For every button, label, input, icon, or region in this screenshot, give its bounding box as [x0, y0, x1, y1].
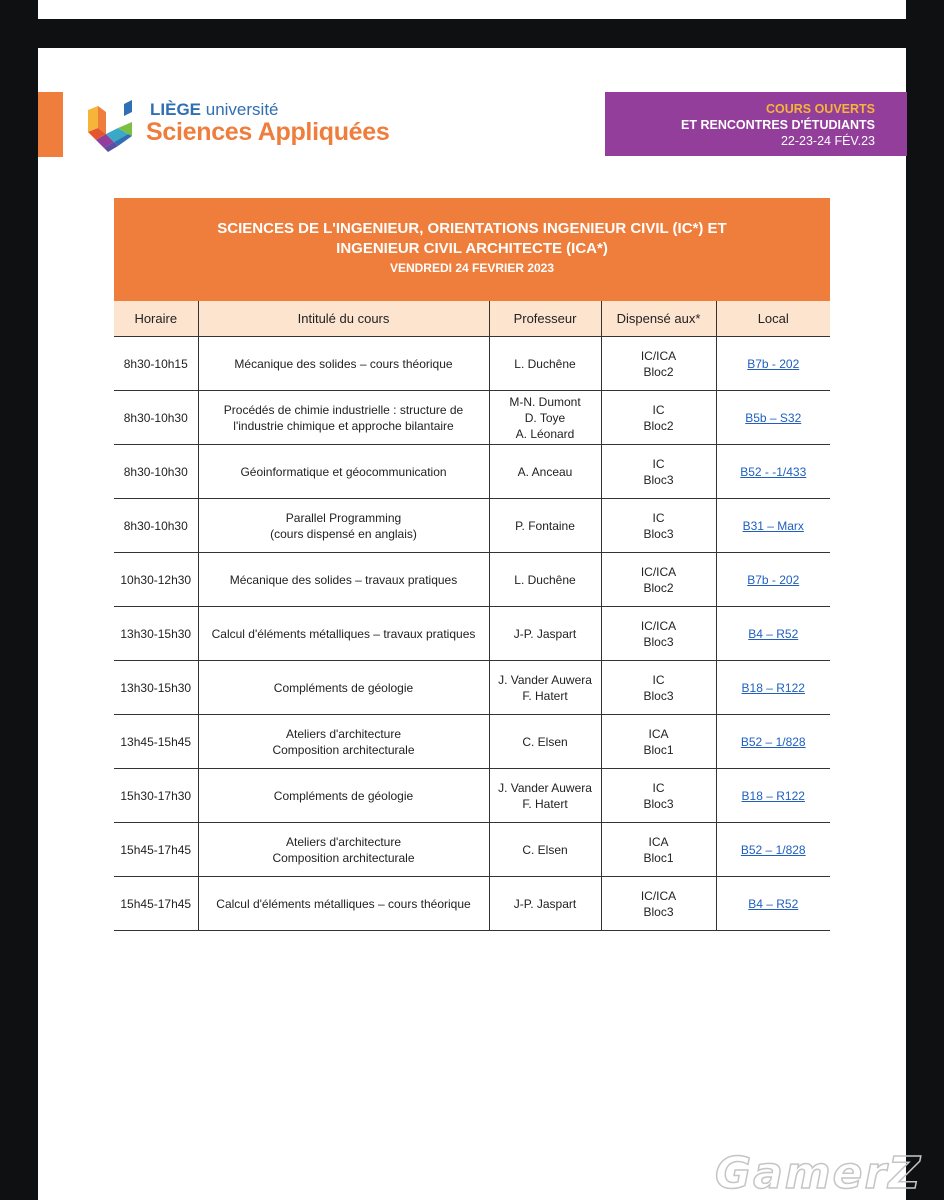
time-cell: 10h30-12h30	[114, 553, 198, 607]
course-cell: Mécanique des solides – cours théorique	[198, 337, 489, 391]
course-cell: Ateliers d'architecture Composition architecturale	[198, 715, 489, 769]
schedule-title-block	[114, 198, 830, 301]
university-name: LIÈGE université	[150, 100, 279, 119]
audience-cell: IC Bloc3	[601, 769, 716, 823]
local-cell	[716, 661, 830, 715]
table-header-row	[114, 301, 830, 337]
time-cell: 15h45-17h45	[114, 823, 198, 877]
header-professor: Professeur	[489, 301, 601, 337]
audience-cell: ICA Bloc1	[601, 823, 716, 877]
table-row	[114, 337, 830, 391]
time-cell: 8h30-10h30	[114, 391, 198, 445]
professor-cell: M-N. Dumont D. Toye A. Léonard	[489, 391, 601, 445]
event-dates: 22-23-24 FÉV.23	[780, 134, 875, 148]
audience-cell: IC Bloc2	[601, 391, 716, 445]
schedule-date: VENDREDI 24 FEVRIER 2023	[389, 261, 555, 275]
room-link[interactable]: B4 – R52	[748, 626, 799, 641]
uliege-logo	[88, 98, 388, 158]
room-link[interactable]: B31 – Marx	[742, 518, 804, 533]
faculty-name: Sciences Appliquées	[146, 118, 390, 146]
room-link[interactable]: B52 – 1/828	[740, 734, 806, 749]
professor-cell: C. Elsen	[489, 715, 601, 769]
table-row	[114, 769, 830, 823]
local-cell	[716, 823, 830, 877]
table-row	[114, 877, 830, 931]
event-banner	[605, 92, 907, 156]
audience-cell: IC/ICA Bloc3	[601, 607, 716, 661]
table-row	[114, 499, 830, 553]
table-row	[114, 823, 830, 877]
document-page	[38, 48, 906, 1200]
time-cell: 8h30-10h30	[114, 499, 198, 553]
header-horaire: Horaire	[114, 301, 198, 337]
professor-cell: P. Fontaine	[489, 499, 601, 553]
local-cell	[716, 337, 830, 391]
local-cell	[716, 607, 830, 661]
time-cell: 15h45-17h45	[114, 877, 198, 931]
audience-cell: IC Bloc3	[601, 445, 716, 499]
event-title: COURS OUVERTS	[765, 102, 875, 116]
room-link[interactable]: B18 – R122	[741, 680, 805, 695]
audience-cell: IC Bloc3	[601, 499, 716, 553]
header-local: Local	[716, 301, 830, 337]
header-course: Intitulé du cours	[198, 301, 489, 337]
previous-page-edge	[38, 0, 906, 19]
time-cell: 13h30-15h30	[114, 661, 198, 715]
professor-cell: J-P. Jaspart	[489, 607, 601, 661]
professor-cell: J. Vander Auwera F. Hatert	[489, 661, 601, 715]
room-link[interactable]: B52 - -1/433	[740, 464, 807, 479]
local-cell	[716, 445, 830, 499]
time-cell: 8h30-10h30	[114, 445, 198, 499]
room-link[interactable]: B7b - 202	[747, 572, 800, 587]
time-cell: 13h45-15h45	[114, 715, 198, 769]
local-cell	[716, 391, 830, 445]
room-link[interactable]: B7b - 202	[747, 356, 800, 371]
professor-cell: J-P. Jaspart	[489, 877, 601, 931]
table-row	[114, 445, 830, 499]
professor-cell: L. Duchêne	[489, 553, 601, 607]
room-link[interactable]: B18 – R122	[741, 788, 805, 803]
local-cell	[716, 769, 830, 823]
room-link[interactable]: B4 – R52	[748, 896, 799, 911]
table-row	[114, 607, 830, 661]
local-cell	[716, 553, 830, 607]
header-audience: Dispensé aux*	[601, 301, 716, 337]
professor-cell: L. Duchêne	[489, 337, 601, 391]
course-cell: Procédés de chimie industrielle : structure de l'industrie chimique et approche bilantaire	[198, 391, 489, 445]
orange-accent-bar	[38, 92, 63, 157]
schedule-title-line2: INGENIEUR CIVIL ARCHITECTE (ICA*)	[336, 240, 608, 257]
audience-cell: ICA Bloc1	[601, 715, 716, 769]
course-cell: Mécanique des solides – travaux pratiques	[198, 553, 489, 607]
audience-cell: IC Bloc3	[601, 661, 716, 715]
schedule-title-line1: SCIENCES DE L'INGENIEUR, ORIENTATIONS INGENIEUR CIVIL (IC*) ET	[217, 220, 727, 237]
course-cell: Compléments de géologie	[198, 769, 489, 823]
course-cell: Calcul d'éléments métalliques – cours théorique	[198, 877, 489, 931]
audience-cell: IC/ICA Bloc2	[601, 337, 716, 391]
course-cell: Calcul d'éléments métalliques – travaux pratiques	[198, 607, 489, 661]
table-row	[114, 661, 830, 715]
time-cell: 15h30-17h30	[114, 769, 198, 823]
course-cell: Compléments de géologie	[198, 661, 489, 715]
uliege-logo-icon	[88, 98, 138, 154]
course-cell: Parallel Programming (cours dispensé en anglais)	[198, 499, 489, 553]
table-row	[114, 553, 830, 607]
professor-cell: A. Anceau	[489, 445, 601, 499]
room-link[interactable]: B52 – 1/828	[740, 842, 806, 857]
event-subtitle: ET RENCONTRES D'ÉTUDIANTS	[681, 118, 875, 132]
time-cell: 13h30-15h30	[114, 607, 198, 661]
local-cell	[716, 499, 830, 553]
professor-cell: J. Vander Auwera F. Hatert	[489, 769, 601, 823]
time-cell: 8h30-10h15	[114, 337, 198, 391]
local-cell	[716, 877, 830, 931]
audience-cell: IC/ICA Bloc3	[601, 877, 716, 931]
schedule-table	[114, 301, 830, 931]
audience-cell: IC/ICA Bloc2	[601, 553, 716, 607]
course-cell: Ateliers d'architecture Composition architecturale	[198, 823, 489, 877]
course-cell: Géoinformatique et géocommunication	[198, 445, 489, 499]
room-link[interactable]: B5b – S32	[745, 410, 802, 425]
table-row	[114, 715, 830, 769]
table-row	[114, 391, 830, 445]
gamerz-watermark: GamerZ	[715, 1148, 923, 1199]
local-cell	[716, 715, 830, 769]
professor-cell: C. Elsen	[489, 823, 601, 877]
